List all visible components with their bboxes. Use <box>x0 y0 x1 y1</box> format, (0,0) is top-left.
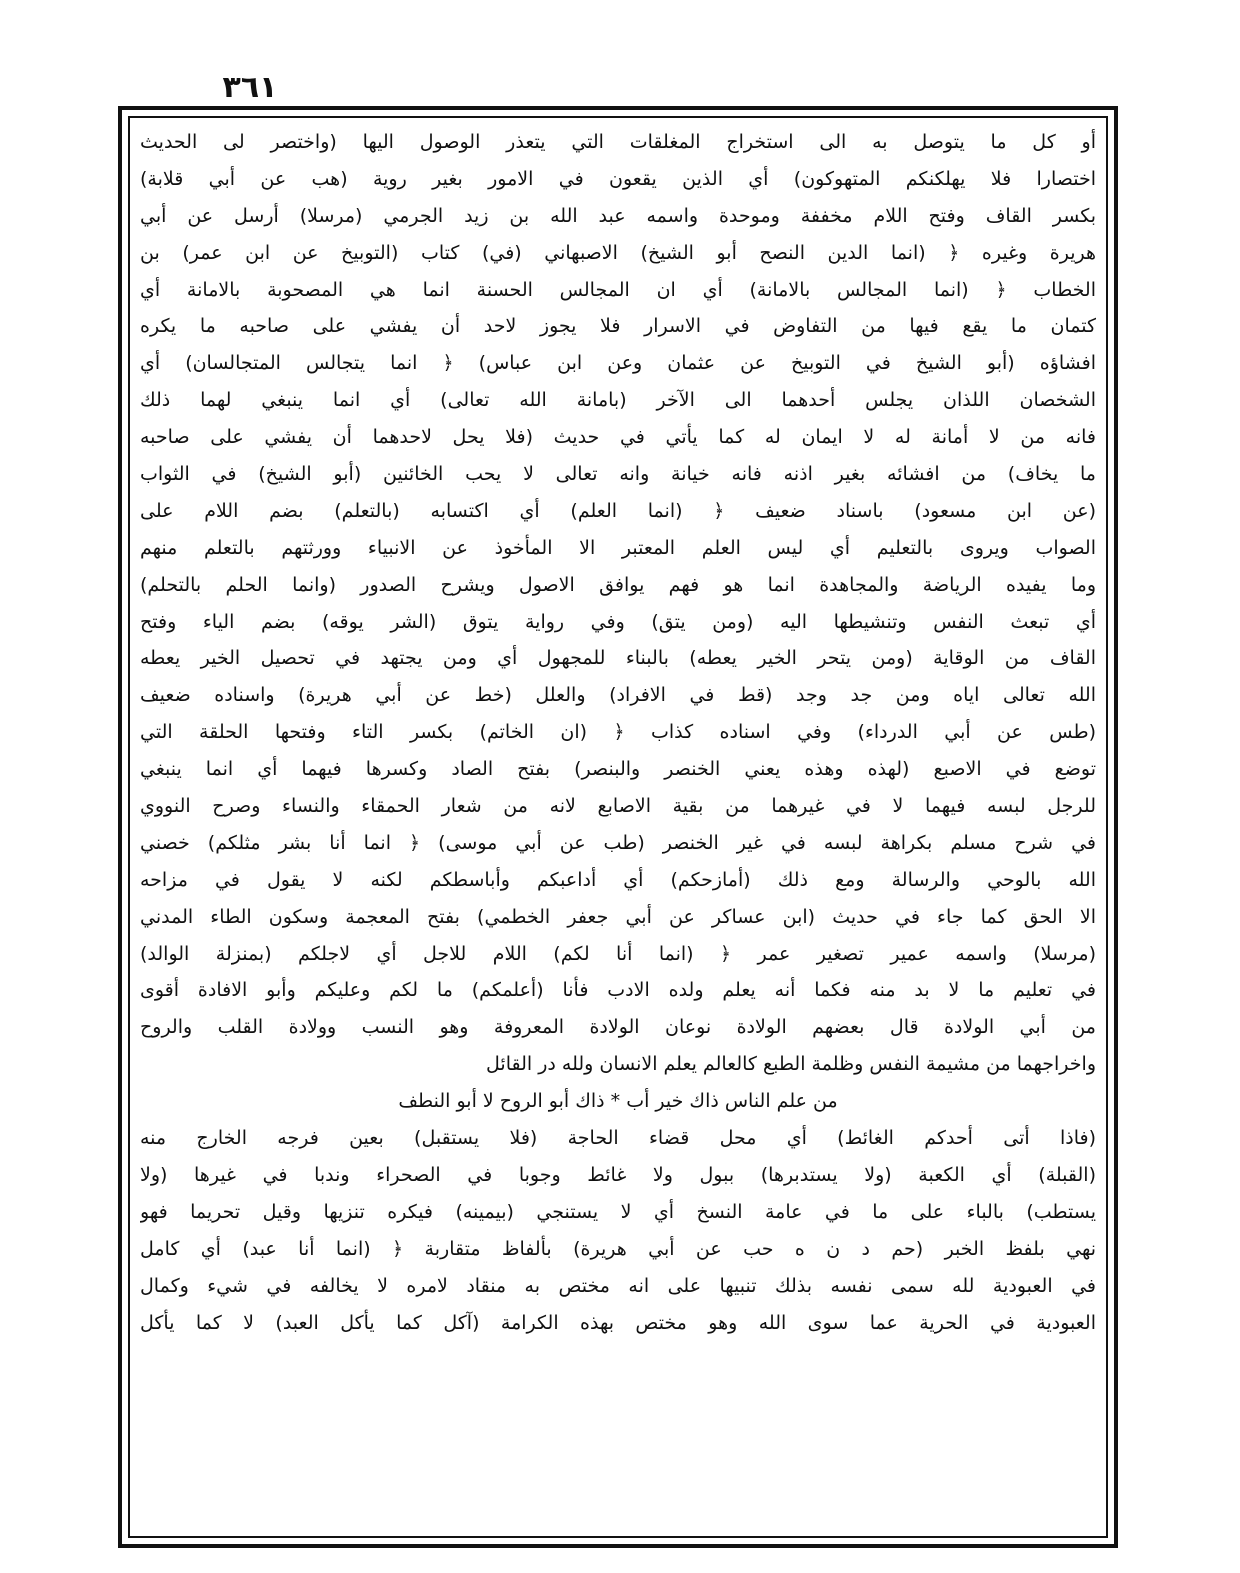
text-line: الصواب ويروى بالتعليم أي ليس العلم المعتبر الا المأخوذ عن الانبياء وورثتهم بالتعلم منهم <box>140 536 1096 559</box>
verse-line: من علم الناس ذاك خير أب * ذاك أبو الروح لا أبو النطف <box>398 1090 838 1113</box>
text-line: للرجل لبسه فيهما لا في غيرهما من بقية الاصابع لانه من شعار الحمقاء والنساء وصرح النووي <box>140 795 1096 818</box>
text-line: الخطاب ﴿ (انما المجالس بالامانة) أي ان المجالس الحسنة انما هي المصحوبة بالامانة أي <box>140 278 1096 301</box>
text-line: (عن ابن مسعود) باسناد ضعيف ﴿ (انما العلم) أي اكتسابه (بالتعلم) بضم اللام على <box>140 499 1096 522</box>
text-line: (فاذا أتى أحدكم الغائط) أي محل قضاء الحاجة (فلا يستقبل) بعين فرجه الخارج منه <box>140 1127 1096 1150</box>
page-number: ٣٦١ <box>222 70 278 105</box>
text-line: (مرسلا) واسمه عمير تصغير عمر ﴿ (انما أنا لكم) اللام للاجل أي لاجلكم (بمنزلة الوالد) <box>140 942 1096 965</box>
text-line: توضع في الاصبع (لهذه وهذه يعني الخنصر والبنصر) بفتح الصاد وكسرها فيهما أي انما ينبغي <box>140 758 1096 781</box>
text-line: كتمان ما يقع فيها من التفاوض في الاسرار فلا يجوز لاحد أن يفشي على صاحبه ما يكره <box>140 315 1096 338</box>
text-line: الشخصان اللذان يجلس أحدهما الى الآخر (بامانة الله تعالى) أي انما ينبغي لهما ذلك <box>140 389 1096 412</box>
text-line: في شرح مسلم بكراهة لبسه في غير الخنصر (طب عن أبي موسى) ﴿ انما أنا بشر مثلكم) خصني <box>140 831 1096 854</box>
text-line: ما يخاف) من افشائه بغير اذنه فانه خيانة وانه تعالى لا يحب الخائنين (أبو الشيخ) في الثواب <box>140 463 1096 486</box>
text-line: الله تعالى اياه ومن جد وجد (قط في الافراد) والعلل (خط عن أبي هريرة) واسناده ضعيف <box>140 684 1096 707</box>
text-line: في تعليم ما لا بد منه فكما أنه يعلم ولده الادب فأنا (أعلمكم) ما لكم وعليكم وأبو الافادة أقوى <box>140 979 1096 1002</box>
text-line: اختصارا فلا يهلكنكم المتهوكون) أي الذين يقعون في الامور بغير روية (هب عن أبي قلابة) <box>140 167 1096 190</box>
text-line: أي تبعث النفس وتنشيطها اليه (ومن يتق) وفي رواية يتوق (الشر يوقه) بضم الياء وفتح <box>140 610 1096 633</box>
text-line: الله بالوحي والرسالة ومع ذلك (أمازحكم) أي أداعبكم وأباسطكم لكنه لا يقول في مزاحه <box>140 868 1096 891</box>
text-line: واخراجهما من مشيمة النفس وظلمة الطبع كالعالم يعلم الانسان ولله در القائل <box>486 1053 1096 1076</box>
text-line: افشاؤه (أبو الشيخ في التوبيخ عن عثمان وعن ابن عباس) ﴿ انما يتجالس المتجالسان) أي <box>140 352 1096 375</box>
text-line: فانه من لا أمانة له لا ايمان له كما يأتي في حديث (فلا يحل لاحدهما أن يفشي على صاحبه <box>140 426 1096 449</box>
text-line: وما يفيده الرياضة والمجاهدة انما هو فهم يوافق الاصول ويشرح الصدور (وانما الحلم بالتحلم) <box>140 573 1096 596</box>
text-line: من أبي الولادة قال بعضهم الولادة نوعان الولادة المعروفة وهو النسب وولادة القلب والروح <box>140 1016 1096 1039</box>
text-body <box>140 124 1096 1536</box>
text-line: (القبلة) أي الكعبة (ولا يستدبرها) ببول ولا غائط وجوبا في الصحراء وندبا في غيرها (ولا <box>140 1163 1096 1186</box>
text-line: العبودية في الحرية عما سوى الله وهو مختص بهذه الكرامة (آكل كما يأكل العبد) لا كما يأكل <box>140 1311 1096 1334</box>
text-line: الا الحق كما جاء في حديث (ابن عساكر عن أبي جعفر الخطمي) بفتح المعجمة وسكون الطاء المدني <box>140 905 1096 928</box>
text-line: أو كل ما يتوصل به الى استخراج المغلقات التي يتعذر الوصول اليها (واختصر لى الحديث <box>140 131 1096 153</box>
text-line: بكسر القاف وفتح اللام مخففة وموحدة واسمه عبد الله بن زيد الجرمي (مرسلا) أرسل عن أبي <box>140 204 1096 227</box>
text-line: هريرة وغيره ﴿ (انما الدين النصح أبو الشيخ) الاصبهاني (في) كتاب (التوبيخ عن ابن عمر) بن <box>140 241 1096 264</box>
text-line: (طس عن أبي الدرداء) وفي اسناده كذاب ﴿ (ان الخاتم) بكسر التاء وفتحها الحلقة التي <box>140 721 1096 744</box>
text-line: القاف من الوقاية (ومن يتحر الخير يعطه) بالبناء للمجهول أي ومن يجتهد في تحصيل الخير يعطه <box>140 647 1096 670</box>
text-line: نهي بلفظ الخبر (حم د ن ه حب عن أبي هريرة) بألفاظ متقاربة ﴿ (انما أنا عبد) أي كامل <box>140 1237 1096 1260</box>
text-line: في العبودية لله سمى نفسه بذلك تنبيها على انه مختص به منقاد لامره لا يخالفه في شيء وكمال <box>140 1274 1096 1297</box>
text-line: يستطب) بالباء على ما في عامة النسخ أي لا يستنجي (بيمينه) فيكره تنزيها وقيل تحريما فهو <box>140 1200 1096 1223</box>
